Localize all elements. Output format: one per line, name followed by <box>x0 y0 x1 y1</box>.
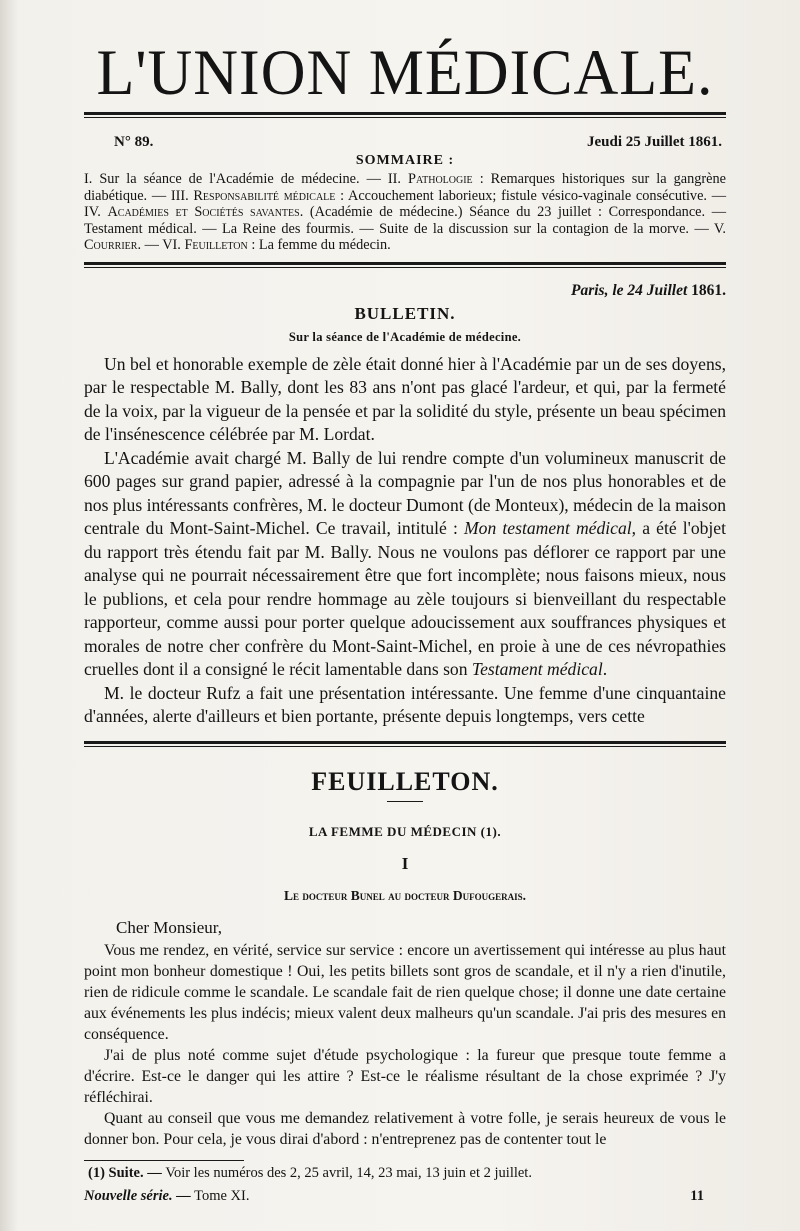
letter-body <box>84 940 726 1150</box>
sommaire-rule-thin <box>84 267 726 268</box>
footnote-text: Voir les numéros des 2, 25 avril, 14, 23 mai, 13 juin et 2 juillet. <box>165 1164 532 1181</box>
masthead-rule-thin <box>84 117 726 118</box>
sommaire-part-1: I. Sur la séance de l'Académie de médecine. — II. <box>84 171 402 187</box>
feuilleton-rule-thin <box>84 746 726 747</box>
sommaire-part-3: : Accouchement laborieux; fistule vésico-vaginale consécutive. — IV. <box>84 187 726 220</box>
feuilleton-short-rule <box>387 801 423 802</box>
letter-paragraph-3: Quant au conseil que vous me demandez relativement à votre folle, je serais heureux de vous le donner bon. Pour cela, je vous dirai d'abord : n'entreprenez pas de contenter tout le <box>84 1109 726 1148</box>
footer-tome: Tome XI. <box>194 1187 250 1204</box>
footnote <box>84 1165 726 1182</box>
sommaire-text <box>84 171 726 254</box>
footer-series-label: Nouvelle série. — <box>84 1187 191 1204</box>
footnote-rule <box>84 1160 244 1161</box>
feuilleton-rule <box>84 741 726 744</box>
footer-sheet-number: 11 <box>690 1187 704 1204</box>
sommaire-part-6: : La femme du médecin. <box>251 237 391 253</box>
feuilleton-subtitle-text: LA FEMME DU MÉDECIN <box>308 823 477 839</box>
masthead-title: L'UNION MÉDICALE. <box>96 37 714 109</box>
testament-title-2: Testament médical <box>471 659 603 679</box>
sommaire-part-2: : Remarques historiques sur la gangrène diabétique. — III. <box>84 171 726 204</box>
letter-salutation: Cher Monsieur, <box>116 917 223 937</box>
sommaire-part-4: . (Académie de médecine.) Séance du 23 juillet : Correspondance. — Testament médical. — La Reine des fourmis. — Suite de la discussion sur la contagion de la morve. — V. <box>84 204 727 237</box>
sommaire-heading-responsabilite: Responsabilité médicale <box>193 187 336 204</box>
masthead-rule <box>84 112 726 115</box>
sommaire-heading-courrier: Courrier <box>84 237 138 253</box>
bulletin-paragraph-2 <box>84 447 726 682</box>
dateline-year: 1861. <box>691 281 726 299</box>
sommaire-part-5: . — VI. <box>137 237 181 253</box>
bulletin-title: BULLETIN. <box>354 303 456 323</box>
issue-line <box>84 134 726 151</box>
footnote-marker: (1) Suite. — <box>88 1164 162 1181</box>
sommaire-title: SOMMAIRE : <box>355 153 455 168</box>
page-footer <box>84 1188 726 1205</box>
feuilleton-title: FEUILLETON. <box>311 766 499 796</box>
sommaire-heading-academies: Académies et Sociétés savantes <box>107 204 300 220</box>
sommaire-heading-feuilleton: Feuilleton <box>184 237 248 253</box>
bulletin-body <box>84 353 726 729</box>
letter-paragraph-1: Vous me rendez, en vérité, service sur service : encore un avertissement qui intéresse au plus haut point mon bonheur domestique ! Oui, les petits billets sont gros de scandale, et il n'y a rien d'inutile, rien de ridicule comme le scandale. Le scandale fait de rien quelque chose; il donne une date certaine aux événements les plus indécis; mieux valent deux malheurs qu'un scandale. J'ai pris des mesures en conséquence. <box>84 941 726 1043</box>
bulletin-dateline <box>84 282 726 300</box>
footnote-reference: (1) <box>480 823 498 839</box>
letter-heading: Le docteur Bunel au docteur Dufougerais. <box>283 887 527 903</box>
sommaire-rule <box>84 262 726 265</box>
sommaire-heading-pathologie: Pathologie <box>408 171 473 187</box>
bulletin-paragraph-1: Un bel et honorable exemple de zèle était donné hier à l'Académie par un de ses doyens, par le respectable M. Bally, dont les 83 ans n'ont pas glacé l'ardeur, et qui, par la fermeté de la voix, par la vigueur de la pensée et par la solidité du style, présente un beau spécimen de l'insénescence célébrée par M. Lordat. <box>84 353 726 444</box>
bulletin-p2-b: , a été l'objet du rapport très étendu fait par M. Bally. Nous ne voulons pas déflorer ce rapport par une analyse qui ne pourrait nécessairement être que fort incomplète; nous faisons mieux, nous le publions, et cela pour rendre hommage au zèle toujours si bienveillant du respectable rapporteur, comme aussi pour porter quelque adoucissement aux souffrances physiques et morales de notre cher confrère du Mont-Saint-Michel, en proie à une de ces névropathies cruelles dont il a consigné le récit lamentable dans son <box>84 518 727 679</box>
bulletin-p2-a: L'Académie avait chargé M. Bally de lui rendre compte d'un volumineux manuscrit de 600 pages sur grand papier, adressé à la compagnie par l'un de nos plus honorables et de nos plus intéressants confrères, M. le docteur Dumont (de Monteux), médecin de la maison centrale du Mont-Saint-Michel. Ce travail, intitulé : <box>84 447 727 538</box>
issue-date: Jeudi 25 Juillet 1861. <box>586 134 722 150</box>
feuilleton-subtitle: LA FEMME DU MÉDECIN (1). <box>308 823 502 839</box>
bulletin-paragraph-3: M. le docteur Rufz a fait une présentation intéressante. Une femme d'une cinquantaine d'années, alerte d'ailleurs et bien portante, présente depuis longtemps, vers cette <box>84 682 726 726</box>
bulletin-subtitle: Sur la séance de l'Académie de médecine. <box>288 329 522 344</box>
issue-number: N° 89. <box>114 134 154 150</box>
testament-title: Mon testament médical <box>464 518 632 538</box>
dateline-place: Paris, le 24 Juillet <box>571 281 688 299</box>
bulletin-p2-c: . <box>602 659 608 679</box>
footer-series <box>84 1188 249 1205</box>
letter-paragraph-2: J'ai de plus noté comme sujet d'étude psychologique : la fureur que presque toute femme a d'écrire. Est-ce le danger qui les attire ? Est-ce le réalisme résultant de la chose exprimée ? J'y réfléchirai. <box>84 1046 726 1106</box>
chapter-number: I <box>401 853 409 873</box>
